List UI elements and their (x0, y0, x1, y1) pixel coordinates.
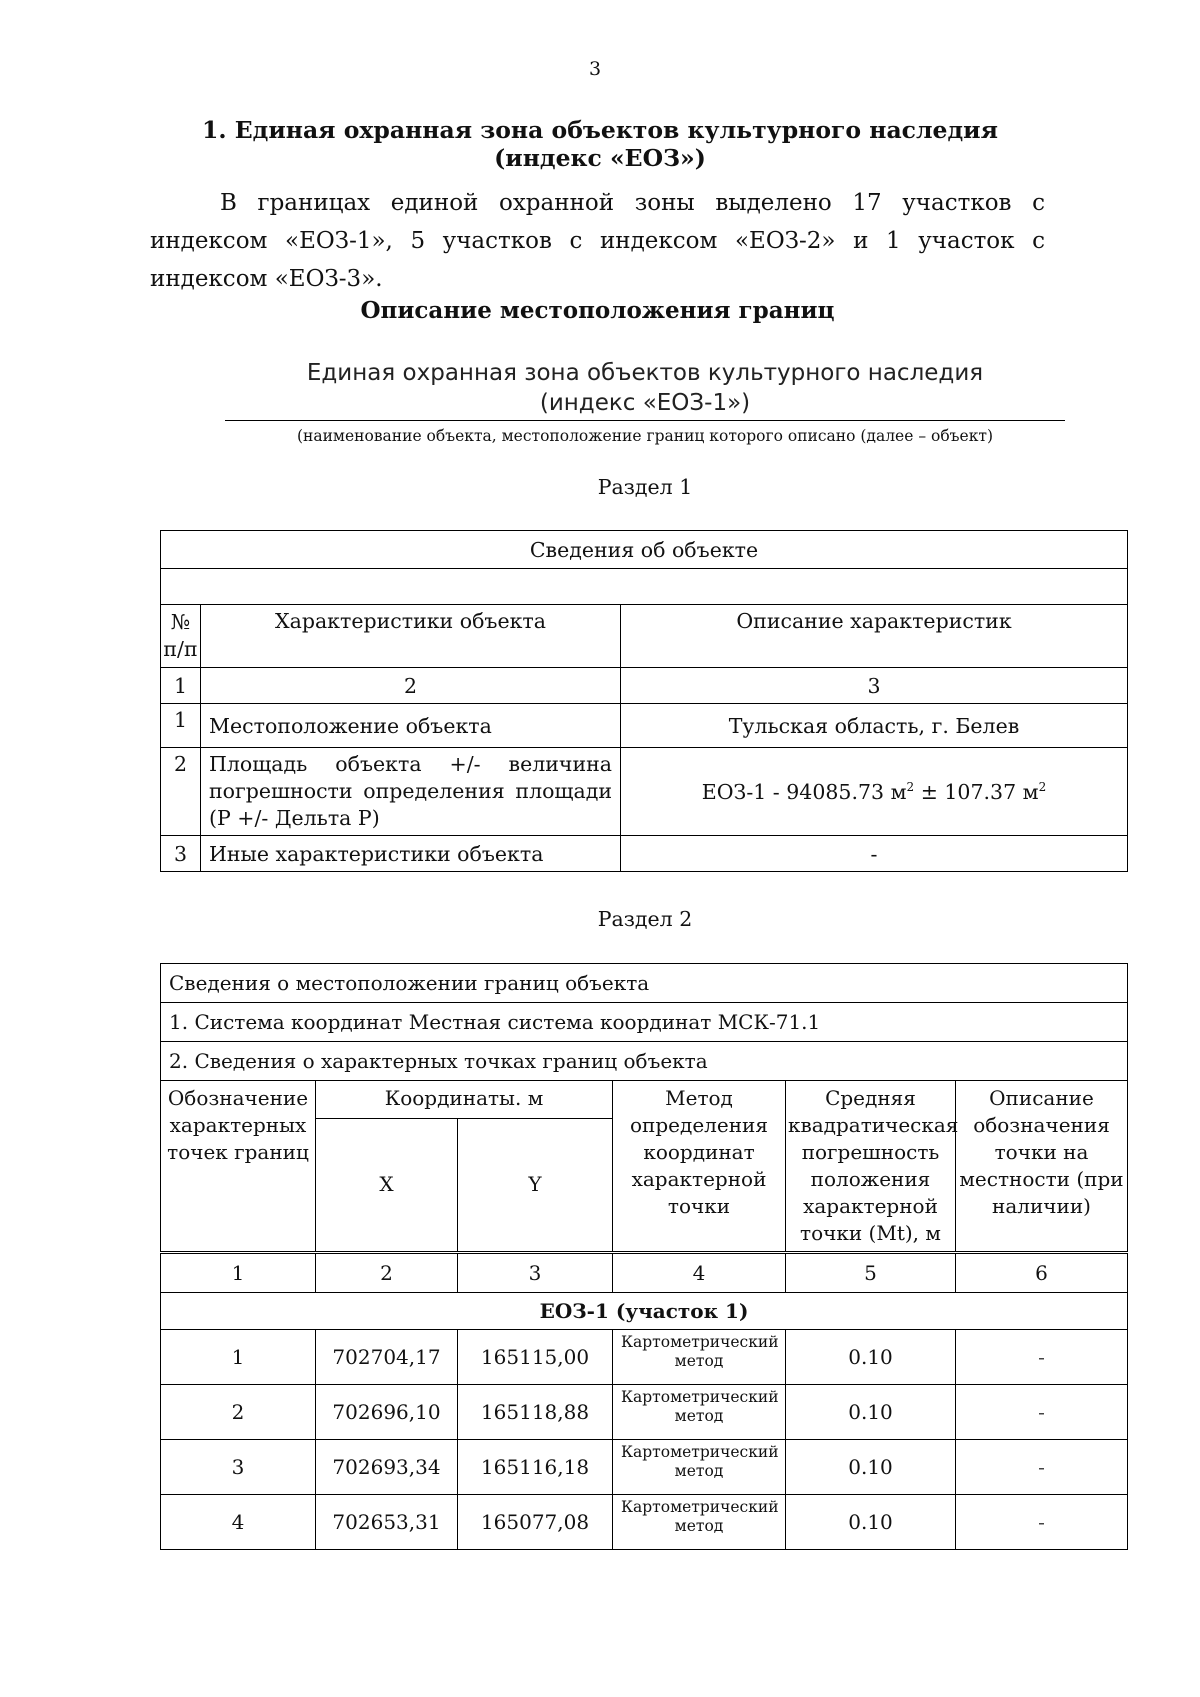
point-error: 0.10 (786, 1495, 956, 1550)
point-method: Картометрический метод (613, 1330, 786, 1385)
index-cell: 1 (161, 668, 201, 704)
point-description: - (956, 1495, 1128, 1550)
table-row (161, 1440, 1128, 1495)
point-x: 702653,31 (316, 1495, 458, 1550)
index-cell: 5 (786, 1253, 956, 1293)
point-y: 165077,08 (458, 1495, 613, 1550)
table-row (161, 836, 1128, 872)
index-cell: 3 (621, 668, 1128, 704)
error-unit-sup: 2 (1038, 779, 1047, 794)
row-num: 2 (161, 748, 201, 836)
row-characteristic: Иные характеристики объекта (201, 836, 621, 872)
point-id: 4 (161, 1495, 316, 1550)
index-cell: 1 (161, 1253, 316, 1293)
index-cell: 2 (316, 1253, 458, 1293)
point-y: 165116,18 (458, 1440, 613, 1495)
header-description: Описание характеристик (621, 605, 1128, 668)
area-unit-sup: 2 (906, 779, 915, 794)
row-description: - (621, 836, 1128, 872)
area-value: ЕОЗ-1 - 94085.73 м (701, 779, 907, 804)
header-characteristics: Характеристики объекта (201, 605, 621, 668)
area-error: ± 107.37 м (914, 779, 1039, 804)
coord-system: 1. Система координат Местная система координат МСК-71.1 (161, 1003, 1128, 1042)
row-description (621, 748, 1128, 836)
row-num: 3 (161, 836, 201, 872)
object-info-title: Сведения об объекте (161, 531, 1128, 569)
header-x: X (316, 1118, 458, 1252)
point-id: 2 (161, 1385, 316, 1440)
point-error: 0.10 (786, 1330, 956, 1385)
section1-label: Раздел 1 (597, 475, 693, 499)
object-caption: (наименование объекта, местоположение границ которого описано (далее – объект) (296, 427, 994, 445)
point-x: 702696,10 (316, 1385, 458, 1440)
index-cell: 2 (201, 668, 621, 704)
point-method: Картометрический метод (613, 1440, 786, 1495)
header-designation: Обозначение характерных точек границ (161, 1081, 316, 1253)
object-name-line1: Единая охранная зона объектов культурного наследия (306, 360, 984, 386)
table-row (161, 704, 1128, 748)
point-description: - (956, 1385, 1128, 1440)
header-method: Метод определения координат характерной точки (613, 1081, 786, 1253)
part-label: ЕОЗ-1 (участок 1) (161, 1293, 1128, 1330)
object-underline (225, 420, 1065, 421)
header-y: Y (458, 1118, 613, 1252)
point-id: 1 (161, 1330, 316, 1385)
intro-paragraph: В границах единой охранной зоны выделено 17 участков с индексом «ЕОЗ-1», 5 участков с индексом «ЕОЗ-2» и 1 участок с индексом «ЕОЗ-3». (150, 190, 1045, 292)
point-y: 165118,88 (458, 1385, 613, 1440)
point-method: Картометрический метод (613, 1495, 786, 1550)
row-description: Тульская область, г. Белев (621, 704, 1128, 748)
points-title: 2. Сведения о характерных точках границ объекта (161, 1042, 1128, 1081)
point-x: 702704,17 (316, 1330, 458, 1385)
point-error: 0.10 (786, 1440, 956, 1495)
point-error: 0.10 (786, 1385, 956, 1440)
header-error: Средняя квадратическая погрешность положения характерной точки (Mt), м (786, 1081, 956, 1253)
object-name (225, 358, 1065, 418)
index-cell: 3 (458, 1253, 613, 1293)
header-point-description: Описание обозначения точки на местности (при наличии) (956, 1081, 1128, 1253)
point-x: 702693,34 (316, 1440, 458, 1495)
table-row (161, 1385, 1128, 1440)
point-y: 165115,00 (458, 1330, 613, 1385)
header-coords: Координаты. м (316, 1081, 613, 1119)
point-method: Картометрический метод (613, 1385, 786, 1440)
section-heading: Описание местоположения границ (360, 297, 835, 324)
object-name-line2: (индекс «ЕОЗ-1») (539, 390, 751, 416)
boundary-points-table (160, 963, 1128, 1550)
section2-label: Раздел 2 (597, 907, 693, 931)
row-characteristic: Площадь объекта +/- величина погрешности определения площади (Р +/- Дельта Р) (201, 748, 621, 836)
index-cell: 4 (613, 1253, 786, 1293)
point-description: - (956, 1440, 1128, 1495)
object-info-table (160, 530, 1128, 872)
page-title: 1. Единая охранная зона объектов культурного наследия (индекс «ЕОЗ») (202, 116, 998, 172)
boundary-title: Сведения о местоположении границ объекта (161, 964, 1128, 1003)
table-row (161, 1330, 1128, 1385)
table-row (161, 748, 1128, 836)
page-number: 3 (588, 58, 602, 80)
row-characteristic: Местоположение объекта (201, 704, 621, 748)
empty-row (161, 569, 1128, 605)
table-row (161, 1495, 1128, 1550)
row-num: 1 (161, 704, 201, 748)
point-description: - (956, 1330, 1128, 1385)
header-num: № п/п (161, 605, 201, 668)
point-id: 3 (161, 1440, 316, 1495)
index-cell: 6 (956, 1253, 1128, 1293)
